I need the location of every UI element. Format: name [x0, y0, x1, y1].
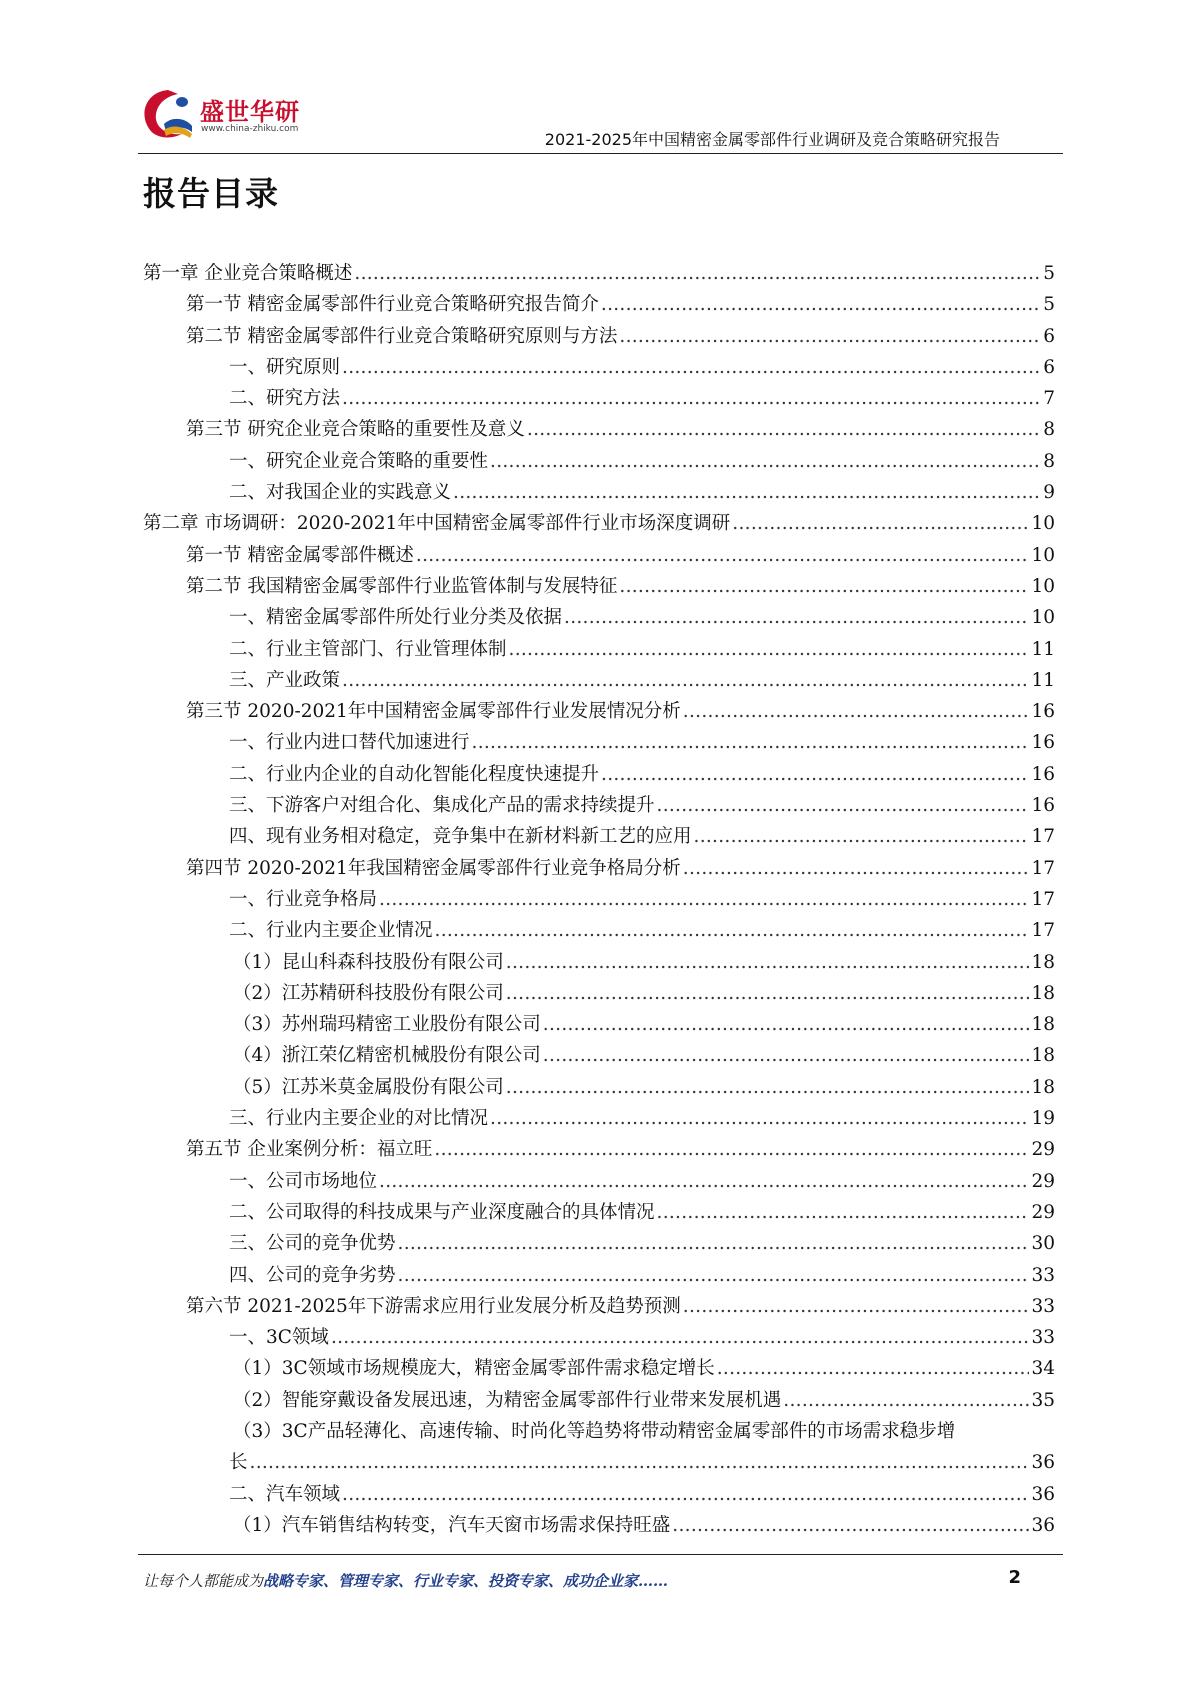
toc-entry-label: （1）汽车销售结构转变，汽车天窗市场需求保持旺盛 [233, 1514, 671, 1536]
toc-entry-label: 第四节 2020-2021年我国精密金属零部件行业竞争格局分析 [186, 857, 681, 879]
toc-entry-label: 第五节 企业案例分析：福立旺 [186, 1139, 433, 1161]
toc-leader-dots [527, 419, 1041, 440]
toc-leader-dots [683, 1296, 1030, 1317]
toc-entry[interactable] [143, 1073, 1055, 1104]
toc-leader-dots [657, 1202, 1030, 1223]
toc-entry-label: （4）浙江荣亿精密机械股份有限公司 [233, 1045, 541, 1067]
toc-entry-page: 35 [1031, 1389, 1055, 1411]
toc-entry-page: 16 [1031, 701, 1055, 723]
toc-entry-page: 11 [1031, 638, 1055, 660]
toc-entry-label: 二、汽车领域 [229, 1483, 341, 1505]
toc-leader-dots [506, 983, 1030, 1004]
toc-entry[interactable] [143, 1417, 1055, 1448]
toc-entry[interactable] [143, 822, 1055, 853]
toc-leader-dots [342, 388, 1041, 409]
toc-entry-page: 17 [1031, 920, 1055, 942]
toc-leader-dots [732, 513, 1029, 534]
toc-leader-dots [416, 545, 1030, 566]
toc-leader-dots [657, 795, 1030, 816]
toc-entry-label: 第三节 研究企业竞合策略的重要性及意义 [186, 419, 525, 441]
toc-entry-label: 四、现有业务相对稳定，竞争集中在新材料新工艺的应用 [229, 826, 692, 848]
toc-entry-label: 二、行业内主要企业情况 [229, 920, 433, 942]
toc-entry[interactable] [143, 384, 1055, 415]
toc-entry[interactable] [143, 541, 1055, 572]
footer-slogan-prefix: 让每个人都能成为 [143, 1572, 264, 1590]
toc-entry-page: 11 [1031, 669, 1055, 691]
footer-divider [138, 1554, 1063, 1555]
toc-entry[interactable] [143, 1167, 1055, 1198]
toc-entry-page: 36 [1031, 1452, 1055, 1474]
toc-leader-dots [619, 326, 1041, 347]
toc-entry[interactable] [143, 948, 1055, 979]
toc-entry-label: 长 [229, 1452, 248, 1474]
toc-leader-dots [354, 263, 1041, 284]
toc-leader-dots [601, 294, 1041, 315]
header-divider [138, 153, 1063, 154]
toc-entry-page: 18 [1031, 1045, 1055, 1067]
toc-entry-page: 33 [1031, 1264, 1055, 1286]
toc-entry[interactable] [143, 1292, 1055, 1323]
toc-entry-page: 29 [1031, 1139, 1055, 1161]
toc-entry-label: （2）江苏精研科技股份有限公司 [233, 982, 504, 1004]
toc-entry-page: 6 [1043, 325, 1055, 347]
toc-entry-label: （1）昆山科森科技股份有限公司 [233, 951, 504, 973]
toc-entry-label: 四、公司的竞争劣势 [229, 1264, 396, 1286]
toc-entry[interactable] [143, 572, 1055, 603]
toc-entry[interactable] [143, 1386, 1055, 1417]
toc-entry-label: （1）3C领域市场规模庞大，精密金属零部件需求稳定增长 [233, 1358, 715, 1380]
toc-entry[interactable] [143, 1104, 1055, 1135]
toc-entry-label: 第二章 市场调研：2020-2021年中国精密金属零部件行业市场深度调研 [143, 513, 731, 535]
toc-entry-page: 36 [1031, 1483, 1055, 1505]
toc-entry-label: 第二节 精密金属零部件行业竞合策略研究原则与方法 [186, 325, 618, 347]
toc-entry[interactable] [143, 259, 1055, 290]
toc-entry[interactable] [143, 916, 1055, 947]
toc-entry[interactable] [143, 885, 1055, 916]
toc-entry-page: 16 [1031, 732, 1055, 754]
toc-entry-page: 36 [1031, 1514, 1055, 1536]
toc-entry-label: 三、产业政策 [229, 669, 341, 691]
toc-entry-page: 5 [1043, 294, 1055, 316]
toc-entry[interactable] [143, 447, 1055, 478]
toc-entry-label: 第二节 我国精密金属零部件行业监管体制与发展特征 [186, 575, 618, 597]
toc-entry-label: （5）江苏米莫金属股份有限公司 [233, 1076, 504, 1098]
toc-leader-dots [490, 1108, 1029, 1129]
toc-leader-dots [379, 889, 1029, 910]
toc-entry-page: 30 [1031, 1233, 1055, 1255]
toc-leader-dots [694, 826, 1030, 847]
toc-entry-page: 19 [1031, 1108, 1055, 1130]
toc-leader-dots [717, 1358, 1030, 1379]
toc-leader-dots [250, 1452, 1030, 1473]
toc-leader-dots [435, 920, 1030, 941]
toc-entry-label: 三、下游客户对组合化、集成化产品的需求持续提升 [229, 795, 655, 817]
toc-entry-page: 29 [1031, 1170, 1055, 1192]
footer-slogan-emphasis: 战略专家、管理专家、行业专家、投资专家、成功企业家…… [263, 1572, 669, 1590]
toc-entry-label: 二、对我国企业的实践意义 [229, 482, 452, 504]
toc-entry-label: （3）苏州瑞玛精密工业股份有限公司 [233, 1014, 541, 1036]
toc-entry-label: 一、公司市场地位 [229, 1170, 378, 1192]
toc-entry-label: 三、行业内主要企业的对比情况 [229, 1108, 489, 1130]
toc-leader-dots [783, 1390, 1029, 1411]
footer-slogan [143, 1570, 668, 1591]
toc-leader-dots [672, 1515, 1029, 1536]
toc-entry-label: 二、公司取得的科技成果与产业深度融合的具体情况 [229, 1201, 655, 1223]
toc-leader-dots [472, 732, 1030, 753]
toc-entry-page: 10 [1031, 575, 1055, 597]
toc-entry-page: 6 [1043, 356, 1055, 378]
toc-entry[interactable] [143, 854, 1055, 885]
toc-leader-dots [543, 1045, 1030, 1066]
toc-entry[interactable] [143, 290, 1055, 321]
toc-entry[interactable] [143, 760, 1055, 791]
toc-leader-dots [564, 607, 1029, 628]
toc-entry-label: 一、研究原则 [229, 356, 341, 378]
toc-leader-dots [543, 1014, 1030, 1035]
toc-entry[interactable] [143, 1261, 1055, 1292]
toc-entry[interactable] [143, 322, 1055, 353]
toc-leader-dots [509, 639, 1030, 660]
toc-entry-page: 8 [1043, 419, 1055, 441]
toc-entry-page: 18 [1031, 951, 1055, 973]
toc-entry[interactable] [143, 415, 1055, 446]
toc-entry-page: 8 [1043, 450, 1055, 472]
toc-leader-dots [342, 670, 1029, 691]
toc-entry-label: 第一章 企业竞合策略概述 [143, 263, 353, 284]
toc-leader-dots [683, 858, 1030, 879]
toc-entry-page: 10 [1031, 544, 1055, 566]
toc-entry[interactable] [143, 697, 1055, 728]
toc-leader-dots [453, 482, 1041, 503]
toc-entry-label: 一、行业内进口替代加速进行 [229, 732, 470, 754]
toc-entry-label: 二、行业内企业的自动化智能化程度快速提升 [229, 763, 600, 785]
toc-entry[interactable] [143, 1041, 1055, 1072]
toc-leader-dots [342, 1484, 1029, 1505]
toc-entry-page: 7 [1043, 388, 1055, 410]
toc-entry-page: 18 [1031, 1076, 1055, 1098]
logo-url: www.china-zhiku.com [201, 124, 299, 134]
toc-entry-page: 9 [1043, 482, 1055, 504]
toc-entry-label: （3）3C产品轻薄化、高速传输、时尚化等趋势将带动精密金属零部件的市场需求稳步增 [233, 1420, 956, 1442]
toc-entry-page: 29 [1031, 1201, 1055, 1223]
toc-entry[interactable] [143, 1480, 1055, 1511]
toc-entry[interactable] [143, 791, 1055, 822]
toc-leader-dots [342, 357, 1041, 378]
toc-leader-dots [490, 451, 1041, 472]
toc-entry-label: 第一节 精密金属零部件概述 [186, 544, 414, 566]
toc-entry-page: 16 [1031, 795, 1055, 817]
toc-entry-page: 18 [1031, 982, 1055, 1004]
toc-entry[interactable] [143, 1354, 1055, 1385]
toc-leader-dots [506, 1077, 1030, 1098]
toc-entry-page: 17 [1031, 826, 1055, 848]
toc-leader-dots [398, 1233, 1030, 1254]
toc-entry[interactable] [143, 1323, 1055, 1354]
toc-entry-page: 33 [1031, 1295, 1055, 1317]
toc-leader-dots [434, 1139, 1029, 1160]
toc-entry[interactable] [143, 1198, 1055, 1229]
table-of-contents [143, 259, 1055, 1542]
toc-leader-dots [398, 1265, 1030, 1286]
toc-entry[interactable] [143, 1135, 1055, 1166]
toc-entry[interactable] [143, 635, 1055, 666]
toc-entry-label: 二、研究方法 [229, 388, 341, 410]
toc-entry[interactable] [143, 666, 1055, 697]
toc-entry-label: （2）智能穿戴设备发展迅速，为精密金属零部件行业带来发展机遇 [233, 1389, 782, 1411]
toc-entry-page: 16 [1031, 763, 1055, 785]
page-number: 2 [1008, 1567, 1021, 1588]
toc-entry-page: 17 [1031, 888, 1055, 910]
toc-entry-label: 二、行业主管部门、行业管理体制 [229, 638, 507, 660]
toc-entry-page: 10 [1031, 513, 1055, 535]
toc-entry-label: 一、行业竞争格局 [229, 888, 378, 910]
toc-entry[interactable] [143, 1229, 1055, 1260]
toc-entry[interactable] [143, 979, 1055, 1010]
toc-entry-label: 一、研究企业竞合策略的重要性 [229, 450, 489, 472]
toc-heading: 报告目录 [143, 174, 279, 213]
toc-entry-page: 17 [1031, 857, 1055, 879]
toc-entry-page: 34 [1031, 1358, 1055, 1380]
toc-entry[interactable] [143, 353, 1055, 384]
toc-leader-dots [683, 701, 1030, 722]
toc-entry-page: 33 [1031, 1327, 1055, 1349]
toc-entry-page: 10 [1031, 607, 1055, 629]
toc-entry[interactable] [143, 728, 1055, 759]
toc-entry[interactable] [143, 603, 1055, 634]
toc-entry-label: 一、精密金属零部件所处行业分类及依据 [229, 607, 563, 629]
toc-entry[interactable] [143, 1448, 1055, 1479]
report-title: 2021-2025年中国精密金属零部件行业调研及竞合策略研究报告 [544, 130, 1000, 149]
toc-entry[interactable] [143, 478, 1055, 509]
toc-leader-dots [601, 764, 1029, 785]
toc-entry[interactable] [143, 509, 1055, 540]
toc-entry[interactable] [143, 1511, 1055, 1542]
toc-entry-label: 第六节 2021-2025年下游需求应用行业发展分析及趋势预测 [186, 1295, 681, 1317]
toc-entry-label: 第三节 2020-2021年中国精密金属零部件行业发展情况分析 [186, 701, 681, 723]
toc-leader-dots [619, 576, 1029, 597]
toc-entry-label: 第一节 精密金属零部件行业竞合策略研究报告简介 [186, 294, 599, 316]
toc-leader-dots [506, 952, 1030, 973]
toc-entry-label: 三、公司的竞争优势 [229, 1233, 396, 1255]
toc-entry-page: 18 [1031, 1014, 1055, 1036]
toc-entry-page: 5 [1043, 263, 1055, 284]
toc-entry[interactable] [143, 1010, 1055, 1041]
toc-leader-dots [331, 1327, 1030, 1348]
toc-leader-dots [379, 1171, 1029, 1192]
toc-entry-label: 一、3C领域 [229, 1327, 329, 1349]
logo-text: 盛世华研 [200, 98, 300, 126]
